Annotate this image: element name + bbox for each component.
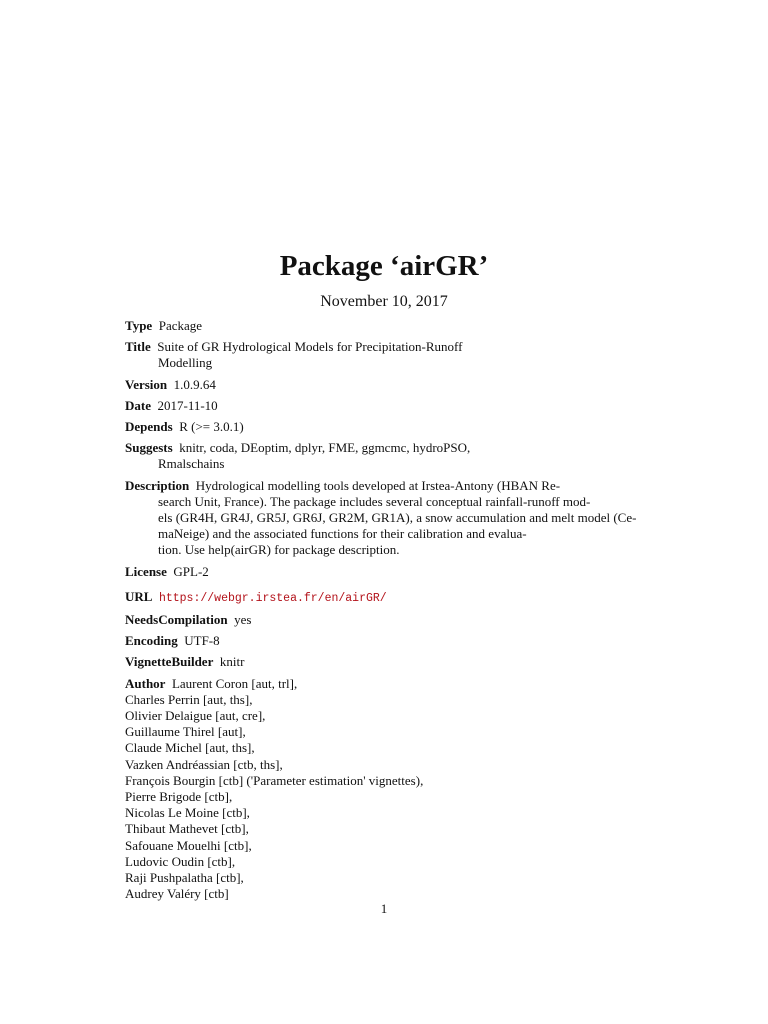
field-key: NeedsCompilation	[125, 612, 228, 628]
author-name: Audrey Valéry [ctb]	[125, 886, 229, 902]
field-encoding	[125, 633, 645, 649]
field-key: Date	[125, 397, 151, 413]
field-value: GPL-2	[173, 563, 209, 579]
field-value: 2017-11-10	[157, 397, 218, 413]
author-name: François Bourgin [ctb] ('Parameter estimation' vignettes),	[125, 772, 424, 788]
field-value: knitr, coda, DEoptim, dplyr, FME, ggmcmc, hydroPSO, Rmalschains	[158, 440, 471, 472]
field-key: Depends	[125, 419, 173, 435]
field-key: VignetteBuilder	[125, 654, 214, 670]
field-type	[125, 318, 645, 334]
field-key: Type	[125, 318, 153, 333]
document-date: November 10, 2017	[320, 293, 448, 310]
field-value: Suite of GR Hydrological Models for Precipitation-Runoff Modelling	[157, 339, 463, 371]
field-key: Description	[125, 477, 190, 493]
field-title	[125, 339, 645, 371]
description-fields	[125, 318, 645, 908]
field-value: UTF-8	[184, 633, 220, 649]
field-license	[125, 564, 645, 580]
field-key: Author	[125, 675, 166, 691]
package-title: Package ‘airGR’	[279, 250, 489, 282]
field-value: Hydrological modelling tools developed at Irstea-Antony (HBAN Re- search Unit, France). The package includes several conceptual rainfall-runoff mod- els (GR4H, GR4J, GR5J, GR6J, GR2M, GR1A), a snow accumulation and melt model (Ce- maNeige) and the associated functions for their calibration and evalua- tion. Use help(airGR) for package description.	[158, 477, 637, 558]
field-value: Package	[158, 318, 203, 333]
field-vignette-builder	[125, 654, 645, 670]
field-value: 1.0.9.64	[173, 376, 216, 392]
field-key: Encoding	[125, 633, 178, 649]
field-value: yes	[234, 612, 252, 628]
package-url-link[interactable]: https://webgr.irstea.fr/en/airGR/	[158, 591, 387, 605]
field-key: Suggests	[125, 440, 173, 456]
author-name: Nicolas Le Moine [ctb],	[125, 805, 250, 821]
field-value: knitr	[219, 654, 245, 670]
author-name: Thibaut Mathevet [ctb],	[125, 821, 249, 837]
field-key: Version	[125, 376, 168, 392]
author-name: Olivier Delaigue [aut, cre],	[125, 708, 266, 724]
field-value: R (>= 3.0.1)	[179, 419, 244, 435]
field-key: URL	[125, 588, 153, 604]
field-url	[125, 589, 645, 607]
page-number: 1	[380, 901, 388, 916]
author-name: Laurent Coron [aut, trl],	[171, 675, 298, 691]
field-version	[125, 377, 645, 393]
author-name: Guillaume Thirel [aut],	[125, 724, 246, 740]
author-name: Safouane Mouelhi [ctb],	[125, 837, 252, 853]
author-name: Claude Michel [aut, ths],	[125, 740, 255, 756]
field-key: Title	[125, 339, 151, 355]
field-date	[125, 398, 645, 414]
field-author	[125, 676, 645, 903]
author-name: Vazken Andréassian [ctb, ths],	[125, 756, 283, 772]
field-needs-compilation	[125, 612, 645, 628]
author-name: Raji Pushpalatha [ctb],	[125, 870, 244, 886]
field-description	[125, 478, 645, 559]
field-depends	[125, 419, 645, 435]
author-name: Ludovic Oudin [ctb],	[125, 853, 236, 869]
field-suggests	[125, 440, 645, 472]
author-name: Charles Perrin [aut, ths],	[125, 691, 253, 707]
field-key: License	[125, 563, 167, 579]
author-name: Pierre Brigode [ctb],	[125, 789, 233, 805]
